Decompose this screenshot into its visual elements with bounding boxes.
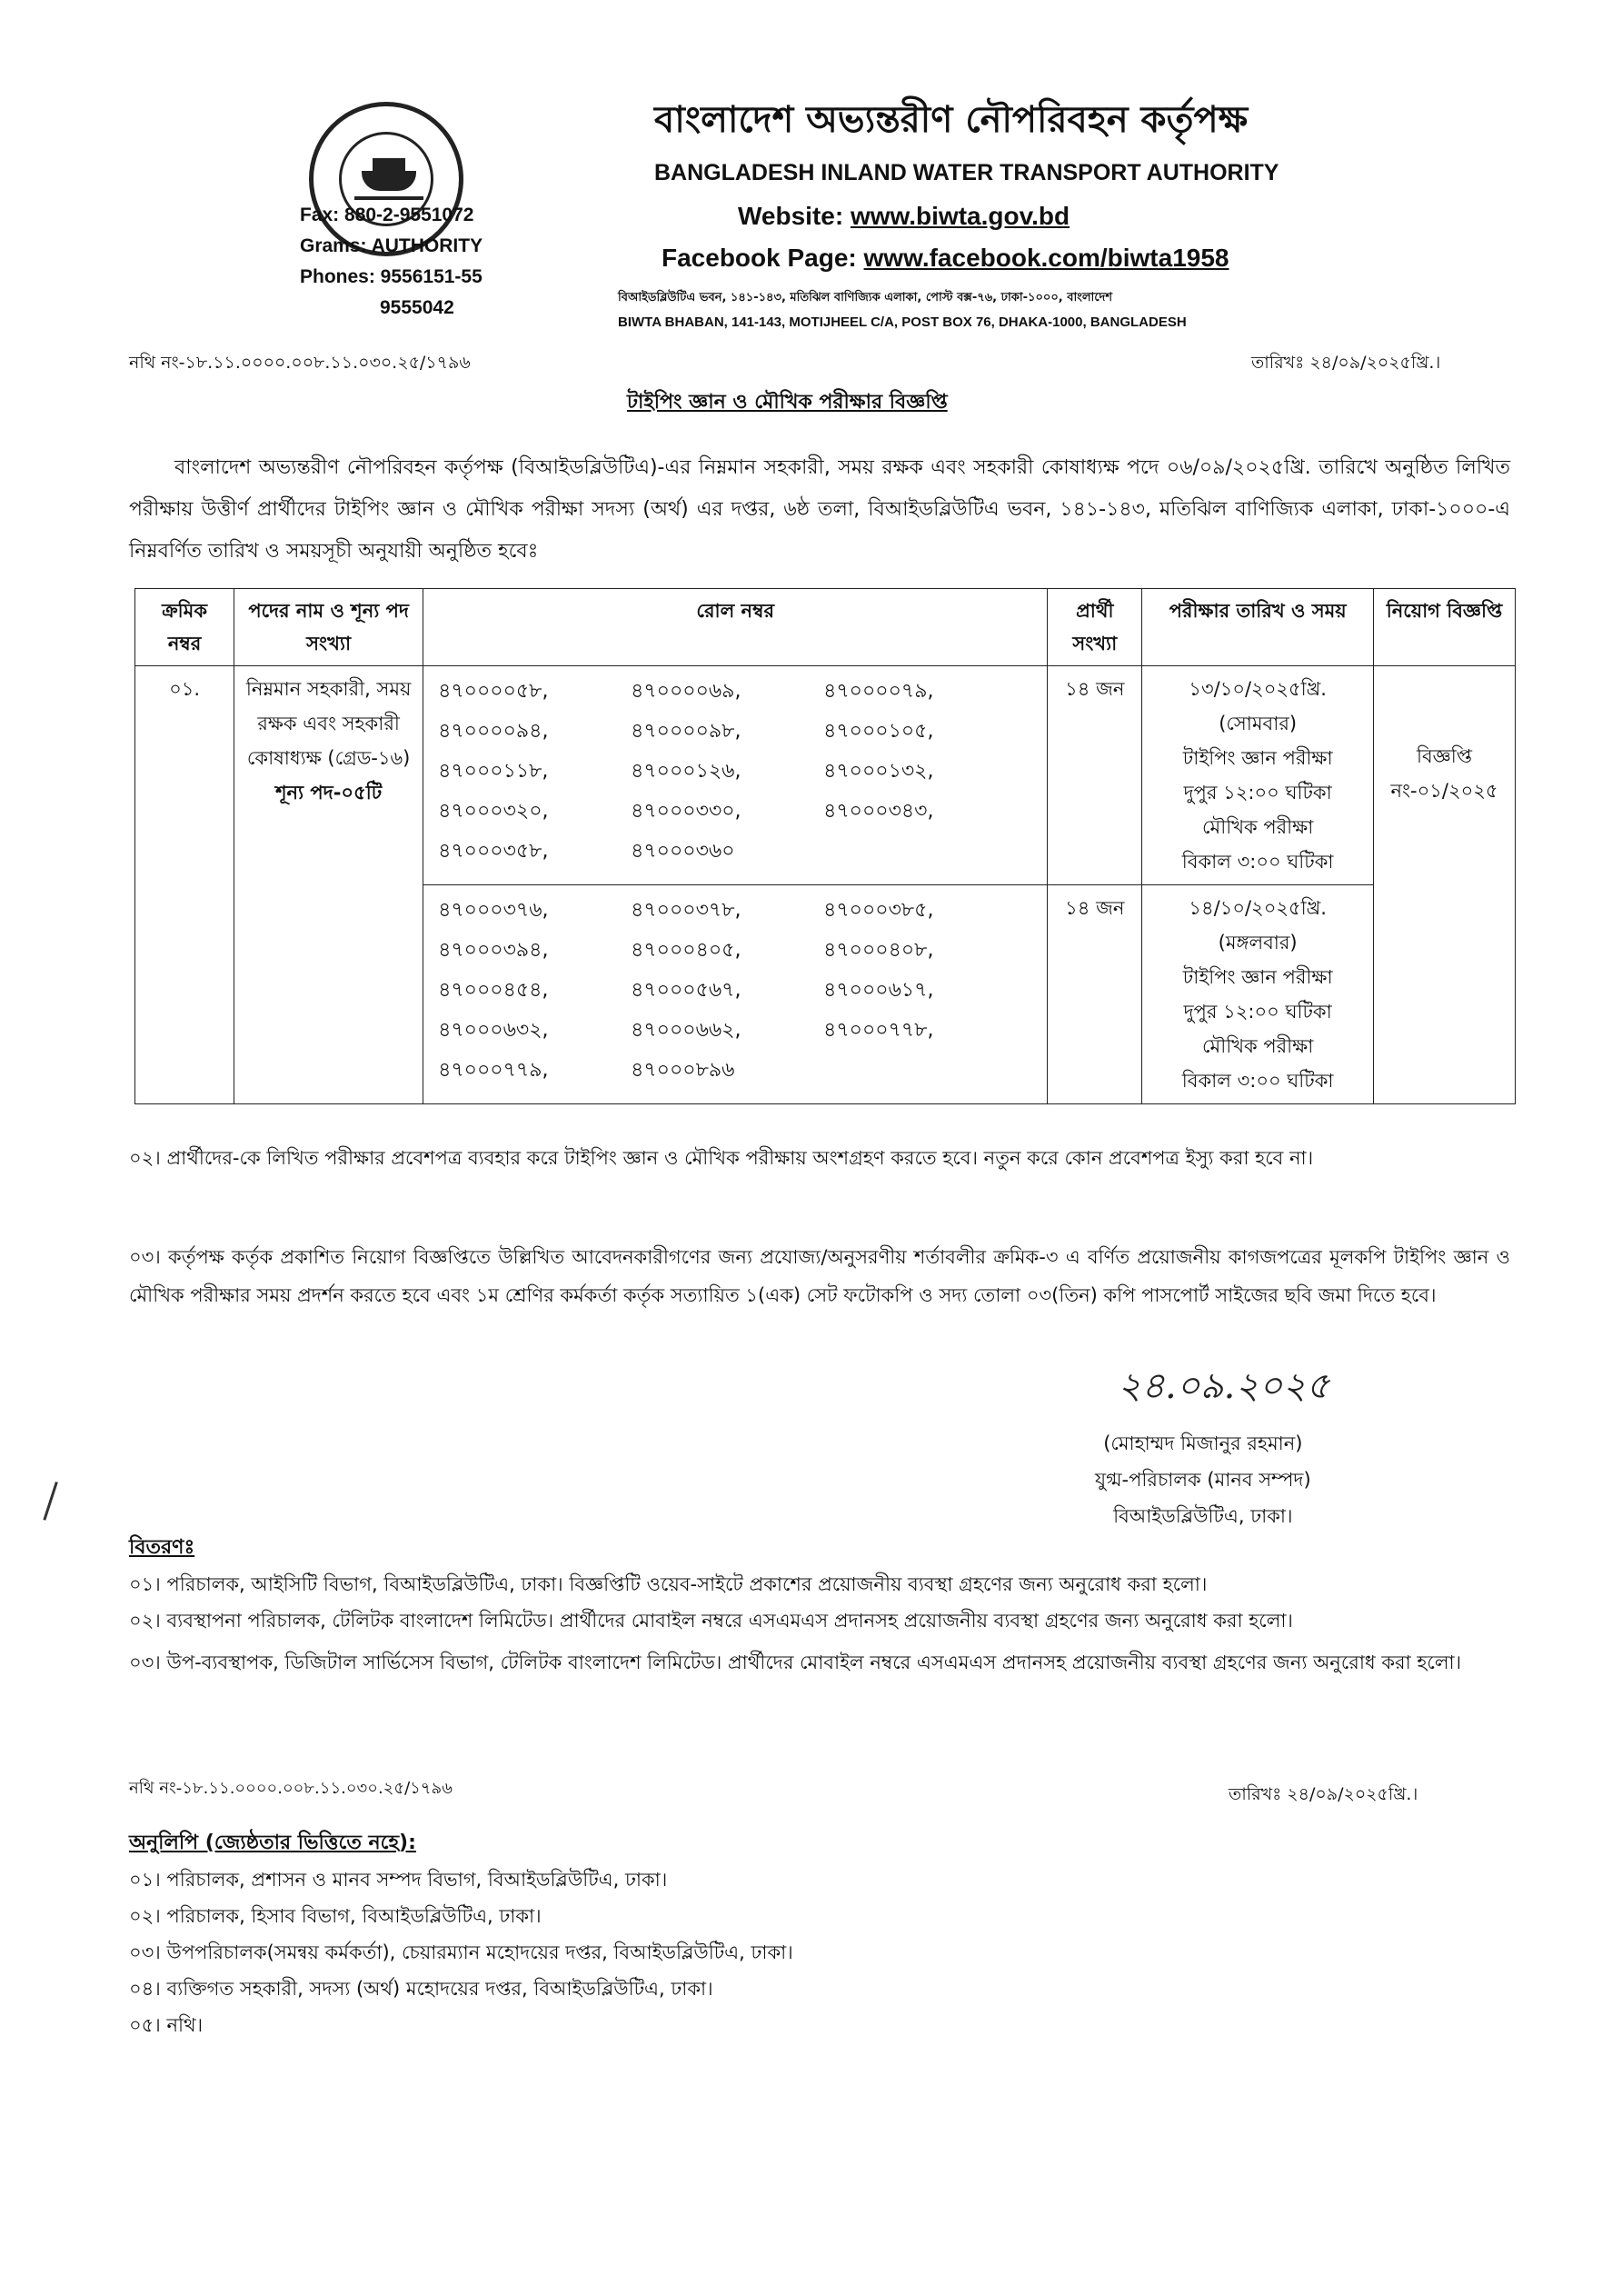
website-line [738,202,1070,231]
roll-number: ৪৭০০০৩৯৪, [438,939,549,962]
roll-number: ৪৭০০০০৬৯, [631,680,741,703]
exam-day: (মঙ্গলবার) [1218,932,1298,953]
roll-number: ৪৭০০০৪০৮, [823,939,934,962]
roll-number: ৪৭০০০১১৮, [438,760,549,783]
reference-date-2: তারিখঃ ২৪/০৯/২০২৫খ্রি.। [1229,1784,1418,1804]
post-cell [234,666,423,1104]
typing-label: টাইপিং জ্ঞান পরীক্ষা [1182,747,1333,769]
list-item: ০৩। উপপরিচালক(সমন্বয় কর্মকর্তা), চেয়ারম্যান মহোদয়ের দপ্তর, বিআইডব্লিউটিএ, ঢাকা। [129,1942,793,1963]
roll-number: ৪৭০০০১০৫, [823,720,934,743]
roll-number: ৪৭০০০৪০৫, [631,939,741,962]
roll-number: ৪৭০০০০৯৪, [438,720,549,743]
website-link[interactable]: www.biwta.gov.bd [850,202,1070,230]
roll-number: ৪৭০০০০৫৮, [438,680,549,703]
phones-secondary: 9555042 [380,297,454,318]
address-bangla: বিআইডব্লিউটিএ ভবন, ১৪১-১৪৩, মতিঝিল বাণিজ্যিক এলাকা, পোস্ট বক্স-৭৬, ঢাকা-১০০০, বাংলাদেশ [618,291,1113,304]
typing-time: দুপুর ১২:০০ ঘটিকা [1183,1001,1332,1023]
facebook-label: Facebook Page: [662,244,864,272]
header-serial: ক্রমিক নম্বর [135,589,234,666]
roll-cell-group2 [423,885,1048,1104]
roll-number: ৪৭০০০৪৫৪, [438,979,549,1002]
facebook-line [662,244,1229,273]
viva-time: বিকাল ৩:০০ ঘটিকা [1181,851,1334,873]
roll-number: ৪৭০০০৬৬২, [631,1019,741,1042]
list-item: ০৪। ব্যক্তিগত সহকারী, সদস্য (অর্থ) মহোদয়ের দপ্তর, বিআইডব্লিউটিএ, ঢাকা। [129,1978,713,2000]
signatory-name: (মোহাম্মদ মিজানুর রহমান) [1103,1433,1303,1454]
facebook-link[interactable]: www.facebook.com/biwta1958 [863,244,1229,272]
roll-number: ৪৭০০০৩৬০ [631,840,735,863]
typing-label: টাইপিং জ্ঞান পরীক্ষা [1182,966,1333,988]
post-name: নিম্নমান সহকারী, সময় রক্ষক এবং সহকারী কোষাধ্যক্ষ (গ্রেড-১৬) [245,678,412,769]
roll-cell-group1 [423,666,1048,885]
grams: Grams: AUTHORITY [300,235,483,256]
count-cell-group2: ১৪ জন [1048,885,1142,1104]
notice-cell: বিজ্ঞপ্তি নং-০১/২০২৫ [1374,666,1516,1104]
roll-number: ৪৭০০০৫৬৭, [631,979,741,1002]
margin-mark [43,1482,61,1522]
exam-day: (সোমবার) [1219,713,1298,734]
viva-time: বিকাল ৩:০০ ঘটিকা [1181,1070,1334,1092]
datetime-cell-group2 [1142,885,1374,1104]
serial-cell: ০১. [135,666,234,1104]
exam-date: ১৩/১০/২০২৫খ্রি. [1189,678,1327,700]
copy-section [129,1825,1510,2043]
signatory-designation: যুগ্ম-পরিচালক (মানব সম্পদ) [1095,1469,1311,1491]
viva-label: মৌখিক পরীক্ষা [1202,1035,1314,1057]
notice-title: টাইপিং জ্ঞান ও মৌখিক পরীক্ষার বিজ্ঞপ্তি [627,391,948,414]
list-item: ০২। ব্যবস্থাপনা পরিচালক, টেলিটক বাংলাদেশ লিমিটেড। প্রার্থীদের মোবাইল নম্বরে এসএমএস প্রদানসহ প্রয়োজনীয় ব্যবস্থা গ্রহণের জন্য অনুরোধ করা হলো। [129,1610,1293,1632]
roll-number: ৪৭০০০৮৯৬ [631,1059,735,1082]
roll-number: ৪৭০০০৭৭৯, [438,1059,549,1082]
website-label: Website: [738,202,851,230]
roll-number: ৪৭০০০৩২০, [438,800,549,823]
org-name-bangla: বাংলাদেশ অভ্যন্তরীণ নৌপরিবহন কর্তৃপক্ষ [654,98,1249,141]
intro-paragraph: বাংলাদেশ অভ্যন্তরীণ নৌপরিবহন কর্তৃপক্ষ (বিআইডব্লিউটিএ)-এর নিম্নমান সহকারী, সময় রক্ষক এবং সহকারী কোষাধ্যক্ষ পদে ০৬/০৯/২০২৫খ্রি. তারিখে অনুষ্ঠিত লিখিত পরীক্ষায় উত্তীর্ণ প্রার্থীদের টাইপিং জ্ঞান ও মৌখিক পরীক্ষা সদস্য (অর্থ) এর দপ্তর, ৬ষ্ঠ তলা, বিআইডব্লিউটিএ ভবন, ১৪১-১৪৩, মতিঝিল বাণিজ্যিক এলাকা, ঢাকা-১০০০-এ নিম্নবর্ণিত তারিখ ও সময়সূচী অনুযায়ী অনুষ্ঠিত হবেঃ [129,456,1510,563]
roll-number: ৪৭০০০৩৮৫, [823,899,934,922]
header-datetime: পরীক্ষার তারিখ ও সময় [1142,589,1374,666]
org-name-english: BANGLADESH INLAND WATER TRANSPORT AUTHORITY [654,160,1279,185]
paragraph-3: ০৩। কর্তৃপক্ষ কর্তৃক প্রকাশিত নিয়োগ বিজ্ঞপ্তিতে উল্লিখিত আবেদনকারীগণের জন্য প্রযোজ্য/অনুসরণীয় শর্তাবলীর ক্রমিক-৩ এ বর্ণিত প্রয়োজনীয় কাগজপত্রের মূলকপি টাইপিং জ্ঞান ও মৌখিক পরীক্ষার সময় প্রদর্শন করতে হবে এবং ১ম শ্রেণির কর্মকর্তা কর্তৃক সত্যায়িত ১(এক) সেট ফটোকপি ও সদ্য তোলা ০৩(তিন) কপি পাসপোর্ট সাইজের ছবি জমা দিতে হবে। [129,1246,1510,1306]
roll-number: ৪৭০০০১৩২, [823,760,934,783]
roll-list-group1 [431,672,1040,872]
signatory-office: বিআইডব্লিউটিএ, ঢাকা। [1113,1505,1293,1527]
reference-date: তারিখঃ ২৪/০৯/২০২৫খ্রি.। [1251,353,1441,373]
roll-number: ৪৭০০০৬৩২, [438,1019,549,1042]
header-count: প্রার্থী সংখ্যা [1048,589,1142,666]
distribution-heading: বিতরণঃ [129,1536,195,1559]
contact-block [300,200,483,324]
roll-number: ৪৭০০০৩৪৩, [823,800,934,823]
fax: Fax: 880-2-9551072 [300,205,474,225]
post-vacancy: শূন্য পদ-০৫টি [275,782,383,804]
roll-number: ৪৭০০০৩৫৮, [438,840,549,863]
roll-list-group2 [431,891,1040,1091]
header-notice: নিয়োগ বিজ্ঞপ্তি [1374,589,1516,666]
reference-number: নথি নং-১৮.১১.০০০০.০০৮.১১.০৩০.২৫/১৭৯৬ [129,353,471,373]
roll-number: ৪৭০০০৬১৭, [823,979,934,1002]
roll-number: ৪৭০০০৩৭৮, [631,899,741,922]
viva-label: মৌখিক পরীক্ষা [1202,816,1314,838]
header-roll: রোল নম্বর [423,589,1048,666]
datetime-cell-group1 [1142,666,1374,885]
paragraph-2: ০২। প্রার্থীদের-কে লিখিত পরীক্ষার প্রবেশপত্র ব্যবহার করে টাইপিং জ্ঞান ও মৌখিক পরীক্ষায় অংশগ্রহণ করতে হবে। নতুন করে কোন প্রবেশপত্র ইস্যু করা হবে না। [129,1147,1314,1169]
header-post: পদের নাম ও শূন্য পদ সংখ্যা [234,589,423,666]
list-item: ০২। পরিচালক, হিসাব বিভাগ, বিআইডব্লিউটিএ, ঢাকা। [129,1905,542,1927]
table-header-row [135,589,1516,666]
roll-number: ৪৭০০০০৭৯, [823,680,934,703]
typing-time: দুপুর ১২:০০ ঘটিকা [1183,782,1332,804]
address-english: BIWTA BHABAN, 141-143, MOTIJHEEL C/A, POST BOX 76, DHAKA-1000, BANGLADESH [618,314,1187,330]
phones: Phones: 9556151-55 [300,266,483,287]
exam-date: ১৪/১০/২০২৫খ্রি. [1189,897,1327,919]
roll-number: ৪৭০০০৭৭৮, [823,1019,934,1042]
roll-number: ৪৭০০০৩৩০, [631,800,741,823]
list-item: ০৫। নথি। [129,2014,204,2036]
distribution-section [129,1530,1510,1681]
count-cell-group1: ১৪ জন [1048,666,1142,885]
handwritten-signature: ২৪.০৯.২০২৫ [1118,1365,1330,1407]
roll-number: ৪৭০০০০৯৮, [631,720,741,743]
list-item: ০১। পরিচালক, প্রশাসন ও মানব সম্পদ বিভাগ, বিআইডব্লিউটিএ, ঢাকা। [129,1869,668,1891]
list-item: ০১। পরিচালক, আইসিটি বিভাগ, বিআইডব্লিউটিএ, ঢাকা। বিজ্ঞপ্তিটি ওয়েব-সাইটে প্রকাশের প্রয়োজনীয় ব্যবস্থা গ্রহণের জন্য অনুরোধ করা হলো। [129,1573,1208,1595]
signatory-block [1095,1425,1311,1534]
roll-number: ৪৭০০০১২৬, [631,760,741,783]
roll-number: ৪৭০০০৩৭৬, [438,899,549,922]
exam-schedule-table [134,588,1516,1104]
table-row [135,666,1516,885]
copy-heading: অনুলিপি (জ্যেষ্ঠতার ভিত্তিতে নহে): [129,1832,416,1854]
reference-number-2: নথি নং-১৮.১১.০০০০.০০৮.১১.০৩০.২৫/১৭৯৬ [129,1779,453,1798]
list-item: ০৩। উপ-ব্যবস্থাপক, ডিজিটাল সার্ভিসেস বিভাগ, টেলিটক বাংলাদেশ লিমিটেড। প্রার্থীদের মোবাইল নম্বরে এসএমএস প্রদানসহ প্রয়োজনীয় ব্যবস্থা গ্রহণের জন্য অনুরোধ করা হলো। [129,1652,1462,1673]
